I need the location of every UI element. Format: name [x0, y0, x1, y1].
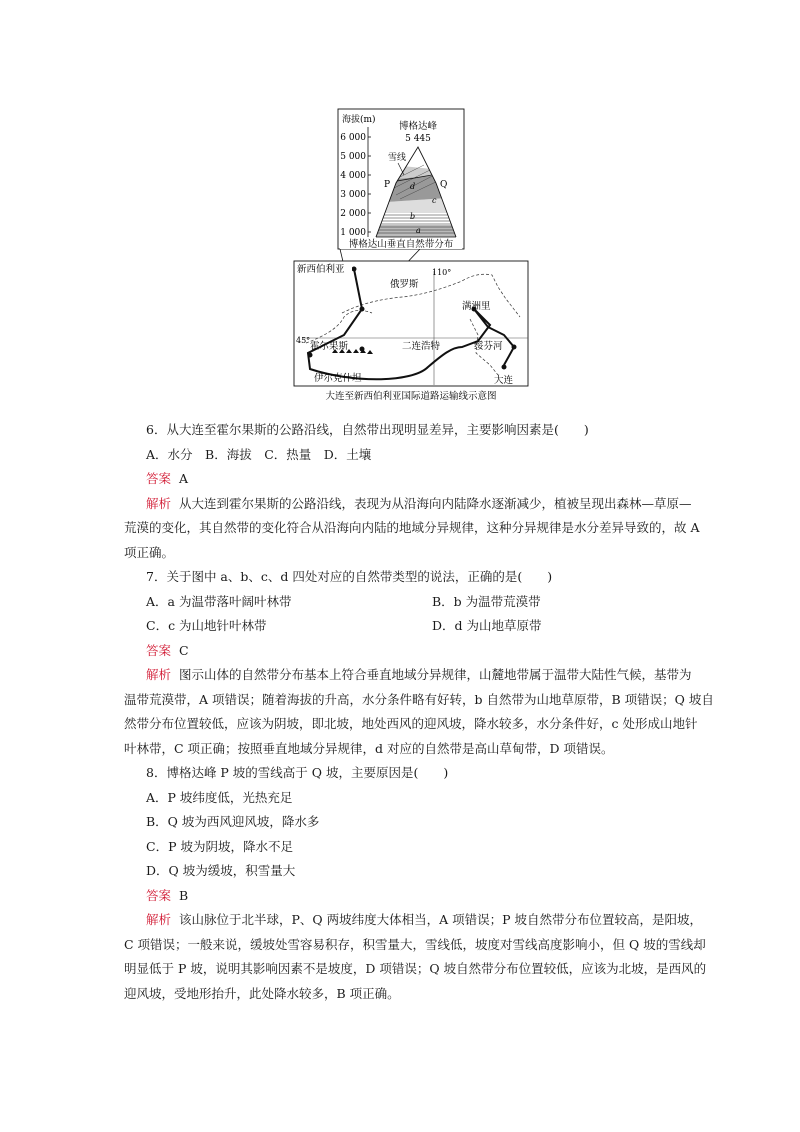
map-caption: 大连至新西伯利亚国际道路运输线示意图	[325, 391, 497, 402]
question-8-answer	[124, 884, 684, 909]
question-6-options: A．水分 B．海拔 C．热量 D．土壤	[146, 446, 372, 462]
question-7-options-row	[124, 590, 684, 615]
place-label: 二连浩特	[402, 341, 441, 352]
question-7-stem: 7．关于图中 a、b、c、d 四处对应的自然带类型的说法，正确的是( )	[146, 569, 553, 584]
answer-value: B	[179, 887, 189, 903]
place-label: 霍尔果斯	[310, 341, 349, 352]
peak-elevation: 5 445	[405, 134, 431, 144]
option: A．P 坡纬度低，光热充足	[146, 789, 293, 805]
profile-axis-label: 海拔(m)	[342, 115, 376, 125]
place-label: 绥芬河	[474, 341, 503, 352]
zone-label-c: c	[432, 196, 437, 205]
slope-q-label: Q	[440, 180, 448, 190]
place-label: 伊尔克什坦	[314, 373, 362, 384]
analysis-label: 解析	[146, 495, 172, 511]
question-7-analysis	[124, 663, 714, 761]
answer-label: 答案	[146, 887, 172, 903]
analysis-text: 该山脉位于北半球，P、Q 两坡纬度大体相当，A 项错误；P 坡自然带分布位置较高，是阳坡，	[179, 912, 703, 927]
question-6-answer	[124, 467, 684, 492]
profile-tick-label: 4 000	[340, 171, 366, 181]
vertical-zone-profile	[338, 109, 464, 250]
analysis-text: 项正确。	[124, 544, 175, 560]
answer-label: 答案	[146, 642, 172, 658]
profile-tick-label: 3 000	[340, 190, 366, 200]
analysis-text: 叶林带，C 项正确；按照垂直地域分异规律，d 对应的自然带是高山草甸带，D 项错误。	[124, 740, 614, 756]
answer-value: C	[179, 642, 189, 658]
city-dot	[360, 347, 365, 352]
option: B．b 为温带荒漠带	[432, 593, 541, 609]
profile-tick-label: 5 000	[340, 152, 366, 162]
question-6-stem: 6．从大连至霍尔果斯的公路沿线，自然带出现明显差异，主要影响因素是( )	[146, 422, 589, 437]
city-dot	[360, 307, 365, 312]
longitude-label: 110°	[432, 268, 452, 277]
analysis-text: 荒漠的变化，其自然带的变化符合从沿海向内陆的地域分异规律，这种分异规律是水分差异导致的，故 A	[124, 520, 700, 535]
place-label: 新西伯利亚	[297, 264, 345, 275]
figure	[292, 103, 530, 403]
analysis-text: 然带分布位置较低，应该为阴坡，即北坡，地处西风的迎风坡，降水较多，水分条件好，c 处形成山地针	[124, 716, 698, 731]
city-dot	[502, 365, 507, 370]
profile-tick-label: 6 000	[340, 133, 366, 143]
slope-p-label: P	[384, 180, 391, 190]
snowline-label: 雪线	[388, 153, 407, 163]
latitude-label: 45°	[296, 336, 311, 345]
question-6-analysis	[124, 492, 700, 566]
city-dot	[352, 267, 357, 272]
profile-caption: 博格达山垂直自然带分布	[348, 239, 454, 250]
place-label: 大连	[494, 375, 514, 386]
city-dot	[308, 353, 313, 358]
analysis-text: 迎风坡，受地形抬升，此处降水较多，B 项正确。	[124, 985, 400, 1001]
option: D．d 为山地草原带	[432, 618, 542, 633]
analysis-label: 解析	[146, 912, 172, 927]
analysis-text: C 项错误；一般来说，缓坡处雪容易积存，积雪量大，雪线低，坡度对雪线高度影响小，但 Q 坡的雪线却	[124, 936, 706, 952]
option: B．Q 坡为西风迎风坡，降水多	[146, 814, 320, 829]
figure-svg	[292, 103, 530, 403]
analysis-text: 明显低于 P 坡，说明其影响因素不是坡度，D 项错误；Q 坡自然带分布位置较低，应该为北坡，是西风的	[124, 961, 707, 976]
profile-tick-label: 1 000	[340, 228, 366, 238]
zone-label-a: a	[416, 226, 421, 235]
place-label: 俄罗斯	[390, 279, 419, 290]
option: A．a 为温带落叶阔叶林带	[146, 593, 292, 609]
question-8-analysis	[124, 908, 707, 1006]
profile-tick-label: 2 000	[340, 209, 366, 219]
option: C．c 为山地针叶林带	[146, 618, 267, 633]
question-content	[124, 418, 714, 1006]
zone-label-d: d	[410, 182, 416, 191]
analysis-label: 解析	[146, 667, 172, 682]
city-dot	[512, 345, 517, 350]
answer-value: A	[179, 471, 189, 486]
answer-label: 答案	[146, 471, 172, 486]
option: D．Q 坡为缓坡，积雪量大	[146, 863, 296, 878]
question-8-stem: 8．博格达峰 P 坡的雪线高于 Q 坡，主要原因是( )	[146, 765, 449, 780]
place-label: 满洲里	[462, 301, 491, 312]
peak-name: 博格达峰	[398, 121, 438, 132]
analysis-text: 图示山体的自然带分布基本上符合垂直地域分异规律，山麓地带属于温带大陆性气候，基带为	[179, 667, 692, 682]
question-7-answer	[124, 639, 684, 664]
question-7-options-row	[124, 614, 684, 639]
analysis-text: 从大连到霍尔果斯的公路沿线，表现为从沿海向内陆降水逐渐减少，植被呈现出森林—草原—	[179, 495, 692, 511]
route-map	[294, 261, 528, 402]
analysis-text: 温带荒漠带，A 项错误；随着海拔的升高，水分条件略有好转，b 自然带为山地草原带，B 项错误；Q 坡自	[124, 691, 714, 707]
option: C．P 坡为阴坡，降水不足	[146, 838, 293, 854]
zone-label-b: b	[410, 212, 416, 221]
